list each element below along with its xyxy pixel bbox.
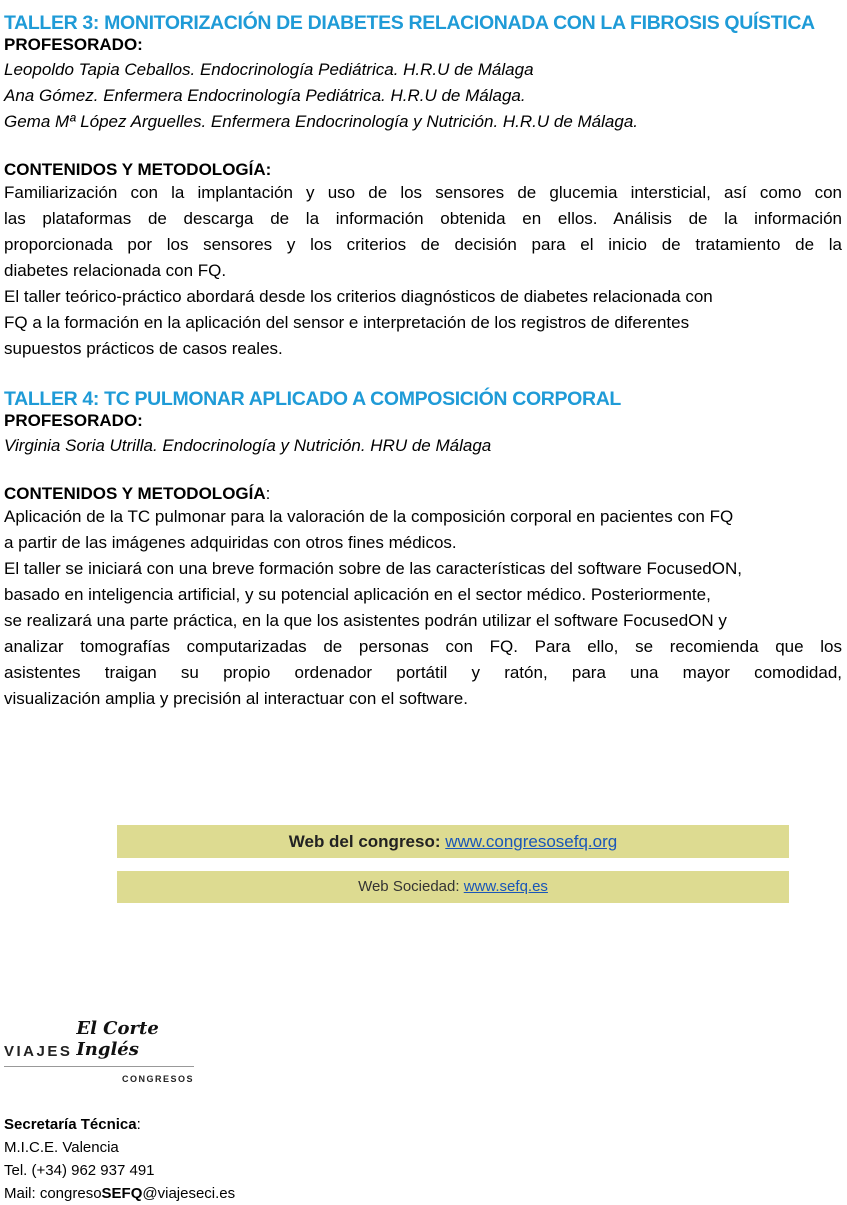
mail-prefix: Mail: congreso: [4, 1185, 102, 1202]
paragraph-line: supuestos prácticos de casos reales.: [4, 339, 283, 358]
paragraph-line: proporcionada por los sensores y los criterios de decisión para el inicio de tratamiento de la: [4, 235, 842, 254]
web-congreso-link[interactable]: www.congresosefq.org: [445, 832, 618, 851]
taller-3-profesorado-label: PROFESORADO:: [4, 35, 143, 54]
taller-3-contenidos-label: CONTENIDOS Y METODOLOGÍA:: [4, 160, 272, 179]
secretaria-tel: Tel. (+34) 962 937 491: [4, 1162, 155, 1179]
paragraph-line: asistentes traigan su propio ordenador portátil y ratón, para una mayor comodidad,: [4, 663, 842, 682]
taller-3-section: [4, 12, 842, 362]
secretaria-org: M.I.C.E. Valencia: [4, 1139, 119, 1156]
taller-4-section: [4, 388, 842, 712]
secretaria-title-colon: :: [136, 1116, 141, 1133]
logo-eci-script: El Corte Inglés: [76, 1018, 159, 1060]
paragraph-line: basado en inteligencia artificial, y su potencial aplicación en el sector médico. Posteriormente,: [4, 585, 711, 604]
profesor-line: Leopoldo Tapia Ceballos. Endocrinología Pediátrica. H.R.U de Málaga: [4, 60, 534, 79]
taller-4-profesorado-label: PROFESORADO:: [4, 411, 143, 430]
taller-4-profesores: [4, 433, 842, 459]
paragraph-line: visualización amplia y precisión al interactuar con el software.: [4, 689, 468, 708]
contenidos-label-text: CONTENIDOS Y METODOLOGÍA: [4, 484, 266, 503]
taller-3-profesores: [4, 57, 842, 135]
profesor-line: Ana Gómez. Enfermera Endocrinología Pediátrica. H.R.U de Málaga.: [4, 86, 526, 105]
paragraph-line: El taller teórico-práctico abordará desde los criterios diagnósticos de diabetes relacionada con: [4, 287, 713, 306]
paragraph-line: analizar tomografías computarizadas de personas con FQ. Para ello, se recomienda que los: [4, 637, 842, 656]
document-page: [4, 0, 842, 712]
web-congreso-label: Web del congreso:: [288, 832, 441, 851]
paragraph-line: las plataformas de descarga de la información obtenida en ellos. Análisis de la información: [4, 209, 842, 228]
logo-divider: [4, 1066, 194, 1067]
paragraph-line: FQ a la formación en la aplicación del sensor e interpretación de los registros de diferentes: [4, 313, 690, 332]
secretaria-mail[interactable]: [4, 1182, 235, 1205]
mail-suffix: @viajeseci.es: [142, 1185, 236, 1202]
profesor-line: Virginia Soria Utrilla. Endocrinología y Nutrición. HRU de Málaga: [4, 436, 492, 455]
secretaria-tecnica-block: [4, 1113, 235, 1205]
secretaria-title-text: Secretaría Técnica: [4, 1116, 137, 1133]
paragraph-line: a partir de las imágenes adquiridas con otros fines médicos.: [4, 533, 457, 552]
paragraph-line: Aplicación de la TC pulmonar para la valoración de la composición corporal en pacientes con FQ: [4, 507, 734, 526]
taller-4-contenidos: [4, 504, 842, 712]
paragraph-line: El taller se iniciará con una breve formación sobre de las características del software FocusedON,: [4, 559, 742, 578]
logo-viajes-text: VIAJES: [4, 1043, 73, 1060]
web-sociedad-bar: [117, 871, 789, 903]
profesor-line: Gema Mª López Arguelles. Enfermera Endocrinología y Nutrición. H.R.U de Málaga.: [4, 112, 639, 131]
taller-3-title: TALLER 3: MONITORIZACIÓN DE DIABETES RELACIONADA CON LA FIBROSIS QUÍSTICA: [4, 12, 815, 34]
taller-4-contenidos-label: [4, 483, 842, 504]
secretaria-title: [4, 1113, 235, 1136]
logo-wordmark: [4, 1018, 194, 1060]
viajes-eci-logo: [4, 1018, 194, 1084]
mail-bold: SEFQ: [101, 1185, 143, 1202]
logo-congresos-text: CONGRESOS: [121, 1074, 194, 1084]
paragraph-line: se realizará una parte práctica, en la que los asistentes podrán utilizar el software FocusedON y: [4, 611, 727, 630]
taller-3-contenidos: [4, 180, 842, 362]
paragraph-line: Familiarización con la implantación y uso de los sensores de glucemia intersticial, así como con: [4, 183, 842, 202]
paragraph-line: diabetes relacionada con FQ.: [4, 261, 227, 280]
web-sociedad-label: Web Sociedad:: [358, 878, 460, 895]
web-sociedad-link[interactable]: www.sefq.es: [463, 878, 548, 895]
web-congreso-bar: [117, 825, 789, 858]
contenidos-label-colon: :: [265, 484, 271, 503]
taller-4-title: TALLER 4: TC PULMONAR APLICADO A COMPOSICIÓN CORPORAL: [4, 388, 621, 410]
